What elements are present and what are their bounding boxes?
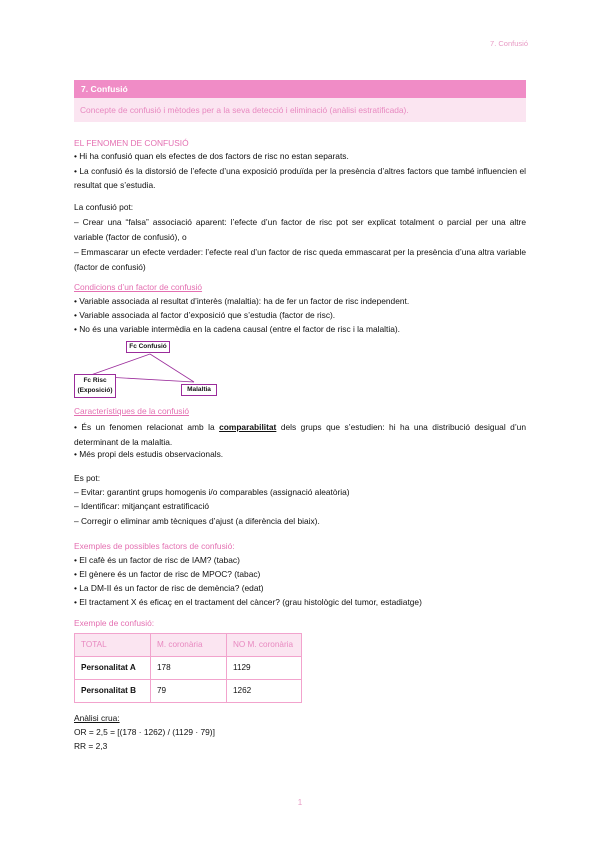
exemple-table-heading: Exemple de confusió:	[74, 618, 155, 628]
comparabilitat-term: comparabilitat	[219, 422, 277, 432]
table-cell: 1129	[227, 657, 302, 680]
table-cell: Personalitat A	[75, 657, 151, 680]
diagram-malaltia-box: Malaltia	[181, 384, 217, 396]
es-pot-heading: Es pot:	[74, 473, 101, 483]
pot-heading: La confusió pot:	[74, 202, 134, 212]
caracteristiques-item-2: • Més propi dels estudis observacionals.	[74, 449, 224, 459]
analisi-rr-line: RR = 2,3	[74, 741, 108, 751]
es-pot-item-2: – Identificar: mitjançant estratificació	[74, 501, 209, 511]
diagram-risc-label: Fc Risc	[83, 377, 107, 384]
caracteristiques-item-1: • És un fenomen relacionat amb la comparabilitat dels grups que s’estudien: hi ha una distribució desigual d’un determinant de la malaltia.	[74, 422, 526, 447]
fenomen-bullet-2: • La confusió és la distorsió de l’efecte d’una exposició produïda per la presència d’altres factors que també influencien el resultat que s’estudia.	[74, 166, 526, 190]
pot-item-2: – Emmascarar un efecte verdader: l’efecte real d’un factor de risc queda emmascarat per la presència d’una altra variable (factor de confusió)	[74, 247, 526, 272]
confusion-table	[74, 633, 302, 703]
fenomen-heading: EL FENOMEN DE CONFUSIÓ	[74, 138, 189, 148]
condicions-heading: Condicions d’un factor de confusió	[74, 282, 203, 292]
table-cell: 79	[151, 680, 227, 703]
pot-item-1: – Crear una “falsa” associació aparent: l’efecte d’un factor de risc pot ser explicat totalment o parcial per una altre variable (factor de confusió), o	[74, 217, 526, 242]
diagram-exposicio-label: (Exposició)	[77, 387, 113, 394]
analisi-or-line: OR = 2,5 = [(178 · 1262) / (1129 · 79)]	[74, 727, 215, 737]
table-cell: Personalitat B	[75, 680, 151, 703]
es-pot-item-3: – Corregir o eliminar amb tècniques d’ajust (a diferència del biaix).	[74, 516, 320, 526]
table-header-cell: NO M. coronària	[227, 634, 302, 657]
exemples-item-2: • El gènere és un factor de risc de MPOC? (tabac)	[74, 569, 261, 579]
table-header-cell: M. coronària	[151, 634, 227, 657]
exemples-item-4: • El tractament X és eficaç en el tractament del càncer? (grau histològic del tumor, estadiatge)	[74, 597, 422, 607]
condicions-item-2: • Variable associada al factor d’exposició que s’estudia (factor de risc).	[74, 310, 336, 320]
fenomen-bullet-1: • Hi ha confusió quan els efectes de dos factors de risc no estan separats.	[74, 151, 349, 161]
running-header: 7. Confusió	[490, 39, 528, 48]
exemples-item-3: • La DM-II és un factor de risc de demència? (edat)	[74, 583, 264, 593]
table-row	[75, 657, 302, 680]
table-header-row	[75, 634, 302, 657]
diagram-risc-box	[74, 374, 116, 398]
diagram-confusio-box: Fc Confusió	[126, 341, 170, 353]
caracteristiques-heading: Característiques de la confusió	[74, 406, 189, 416]
section-title: 7. Confusió	[74, 80, 526, 98]
table-header-cell: TOTAL	[75, 634, 151, 657]
table-row	[75, 680, 302, 703]
exemples-heading: Exemples de possibles factors de confusió:	[74, 541, 235, 551]
es-pot-item-1: – Evitar: garantint grups homogenis i/o comparables (assignació aleatòria)	[74, 487, 350, 497]
analisi-heading: Anàlisi crua:	[74, 713, 120, 723]
section-subtitle: Concepte de confusió i mètodes per a la seva detecció i eliminació (anàlisi estratificada).	[74, 98, 526, 122]
condicions-item-1: • Variable associada al resultat d’interès (malaltia): ha de fer un factor de risc independent.	[74, 296, 410, 306]
page-number: 1	[297, 798, 303, 807]
exemples-item-1: • El cafè és un factor de risc de IAM? (tabac)	[74, 555, 240, 565]
condicions-item-3: • No és una variable intermèdia en la cadena causal (entre el factor de risc i la malaltia).	[74, 324, 400, 334]
table-cell: 1262	[227, 680, 302, 703]
table-cell: 178	[151, 657, 227, 680]
